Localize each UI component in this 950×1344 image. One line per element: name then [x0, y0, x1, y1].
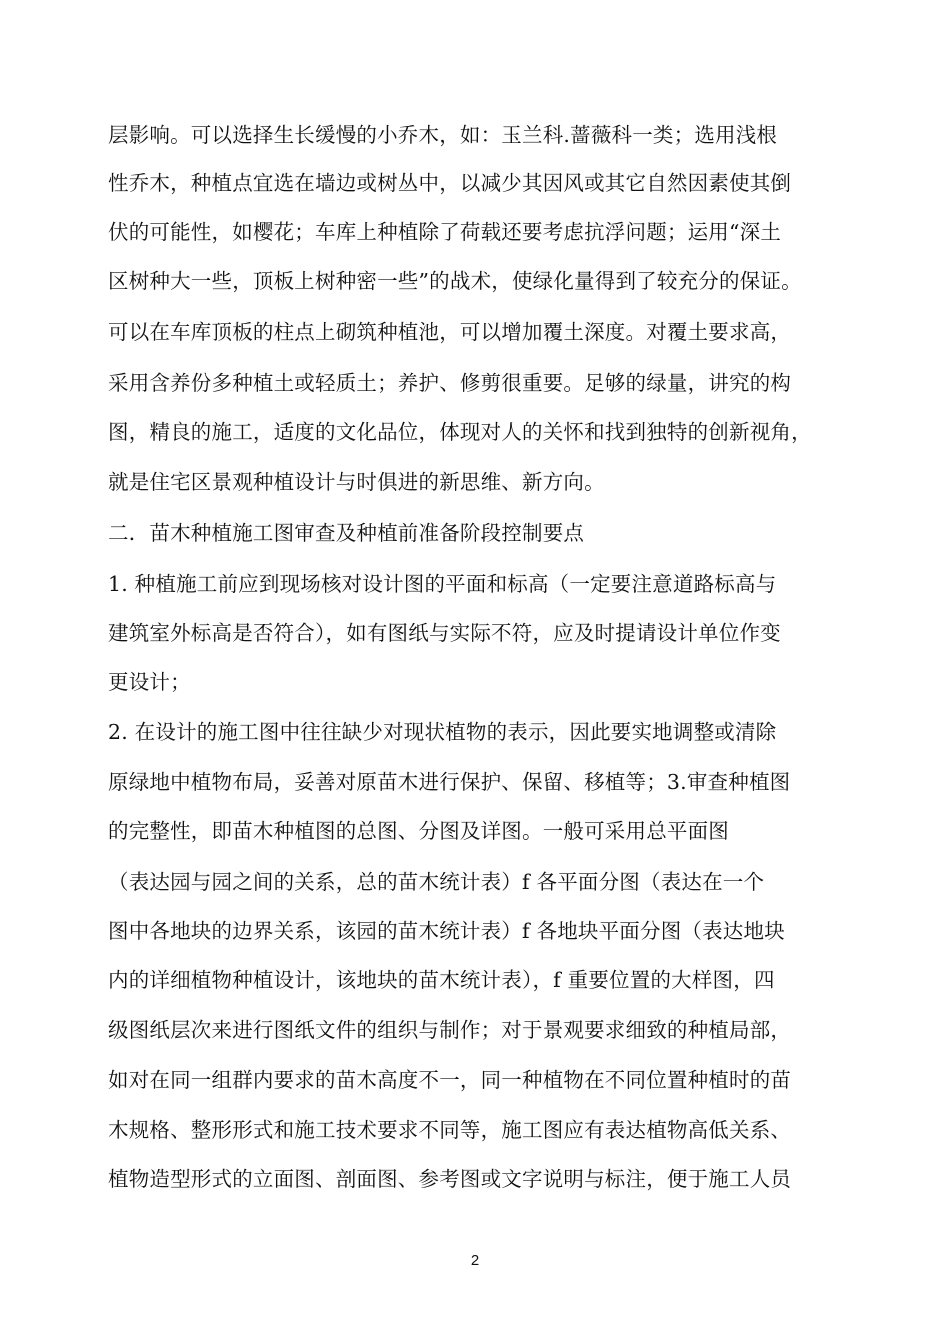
text-line: 可以在车库顶板的柱点上砌筑种植池，可以增加覆土深度。对覆土要求高，: [108, 320, 792, 344]
text-line: 就是住宅区景观种植设计与时俱进的新思维、新方向。: [108, 470, 605, 494]
text-line: 2. 在设计的施工图中往往缺少对现状植物的表示，因此要实地调整或清除: [108, 720, 777, 744]
text-line: 的完整性，即苗木种植图的总图、分图及详图。一般可采用总平面图: [108, 819, 729, 843]
text-line: 1. 种植施工前应到现场核对设计图的平面和标高（一定要注意道路标高与: [108, 572, 777, 596]
text-line: 图中各地块的边界关系，该园的苗木统计表）f 各地块平面分图（表达地块: [108, 919, 785, 943]
text-line: 建筑室外标高是否符合），如有图纸与实际不符，应及时提请设计单位作变: [108, 621, 781, 645]
text-line: 原绿地中植物布局，妥善对原苗木进行保护、保留、移植等；3.审查种植图: [108, 770, 791, 794]
text-line: 更设计；: [108, 670, 191, 694]
text-line: 级图纸层次来进行图纸文件的组织与制作；对于景观要求细致的种植局部，: [108, 1018, 792, 1042]
section-heading: 二．苗木种植施工图审查及种植前准备阶段控制要点: [108, 521, 585, 545]
text-line: 如对在同一组群内要求的苗木高度不一，同一种植物在不同位置种植时的苗: [108, 1068, 792, 1092]
text-line: 伏的可能性，如樱花；车库上种植除了荷载还要考虑抗浮问题；运用“深土: [108, 220, 782, 244]
text-line: 区树种大一些，顶板上树种密一些”的战术，使绿化量得到了较充分的保证。: [108, 269, 802, 293]
text-line: 性乔木，种植点宜选在墙边或树丛中，以减少其因风或其它自然因素使其倒: [108, 171, 792, 195]
text-line: 图，精良的施工，适度的文化品位，体现对人的关怀和找到独特的创新视角，: [108, 420, 812, 444]
text-line: 木规格、整形形式和施工技术要求不同等，施工图应有表达植物高低关系、: [108, 1118, 792, 1142]
text-line: 内的详细植物种植设计，该地块的苗木统计表），f 重要位置的大样图，四: [108, 968, 775, 992]
text-line: 层影响。可以选择生长缓慢的小乔木，如：玉兰科.蔷薇科一类；选用浅根: [108, 123, 778, 147]
page-number: 2: [470, 1252, 480, 1269]
text-line: 植物造型形式的立面图、剖面图、参考图或文字说明与标注，便于施工人员: [108, 1167, 792, 1191]
text-line: 采用含养份多种植土或轻质土；养护、修剪很重要。足够的绿量，讲究的构: [108, 371, 792, 395]
text-line: （表达园与园之间的关系，总的苗木统计表）f 各平面分图（表达在一个: [108, 870, 765, 894]
